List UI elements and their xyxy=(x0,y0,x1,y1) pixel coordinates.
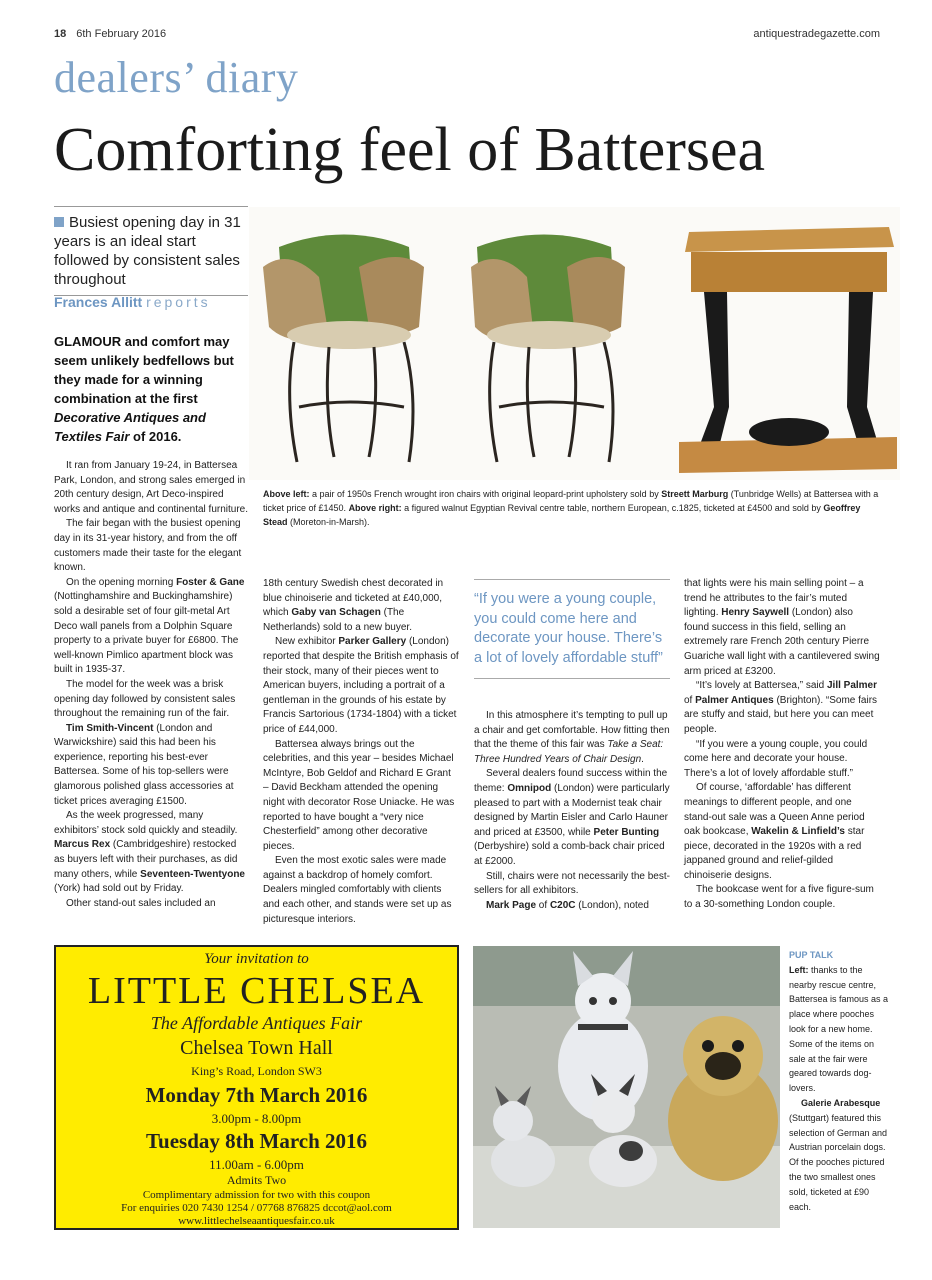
col2-para: 18th century Swedish chest decorated in blue chinoiserie and ticketed at £40,000, which Gaby van Schagen (The Netherlands) sold to a new buyer. xyxy=(263,578,444,633)
col4-para: The bookcase went for a five figure-sum to a 30-something London couple. xyxy=(684,884,874,911)
ad-time-1: 3.00pm - 8.00pm xyxy=(211,1111,302,1126)
caption-text-2: a figured walnut Egyptian Revival centre table, northern European, c.1825, ticketed at £4500 and sold by xyxy=(401,503,824,513)
little-chelsea-advert xyxy=(54,945,459,1230)
site-url: antiquestradegazette.com xyxy=(753,28,880,40)
col1-para: The fair began with the busiest opening day in its 31-year history, and from the off customers made their taste for the elegant known. xyxy=(54,518,242,574)
standfirst-text: Busiest opening day in 31 years is an ideal start followed by consistent sales throughout xyxy=(54,214,241,288)
pull-quote: “If you were a young couple, you could come here and decorate your house. There’s a lot of lovely affordable stuff” xyxy=(474,579,670,679)
ad-complimentary: Complimentary admission for two with this coupon xyxy=(142,1189,371,1201)
body-column-1 xyxy=(54,459,248,911)
ad-subtitle: The Affordable Antiques Fair xyxy=(150,1013,363,1033)
col1-para: On the opening morning Foster & Gane (Nottinghamshire and Buckinghamshire) sold a desirable set of four gilt-metal Art Deco wall panels from a Dolphin Square property to a private buyer for £6800. The well-known Pimlico apartment block was built in 1935-37. xyxy=(54,576,245,676)
ad-day-1: Monday 7th March 2016 xyxy=(145,1083,368,1107)
col3-para: Still, chairs were not necessarily the best-sellers for all exhibitors. xyxy=(474,870,670,897)
body-column-2 xyxy=(263,577,459,927)
chairs-and-table-photo xyxy=(249,207,900,480)
chair-right-image xyxy=(471,235,625,463)
caption-dealer-1: Streett Marburg xyxy=(661,489,729,499)
ad-enquiries: For enquiries 020 7430 1254 / 07768 876825 dccot@aol.com xyxy=(121,1202,392,1214)
porcelain-dogs-photo xyxy=(473,946,780,1228)
byline xyxy=(54,294,211,310)
ad-day-2: Tuesday 8th March 2016 xyxy=(145,1129,368,1153)
issue-date: 6th February 2016 xyxy=(76,28,167,40)
intro-paragraph xyxy=(54,332,248,446)
ad-invite: Your invitation to xyxy=(204,951,309,967)
caption-text-2b: (Moreton-in-Marsh). xyxy=(287,517,370,527)
standfirst xyxy=(54,206,248,296)
col1-para: As the week progressed, many exhibitors’ stock sold quickly and steadily. Marcus Rex (Cambridgeshire) restocked as buyers left with their purchases, as did many others, while Seventeen-Twentyone (York) had sold out by Friday. xyxy=(54,810,245,895)
section-title: dealers’ diary xyxy=(54,53,299,102)
col2-para: Even the most exotic sales were made against a backdrop of homely comfort. Dealers mingled comfortably with clients and each other, and stands were set up as picturesque interiors. xyxy=(263,855,452,925)
caption-text-1: a pair of 1950s French wrought iron chairs with original leopard-print upholstery sold by xyxy=(309,489,662,499)
col2-para: Battersea always brings out the celebrities, and this year – besides Michael McIntyre, Bob Geldof and Richard E Grant – David Beckham attended the opening night with decorator Rose Uniacke. He was reported to have bought a “very nice Chesterfield” among other decorative pieces. xyxy=(263,738,455,852)
headline: Comforting feel of Battersea xyxy=(54,116,766,184)
col2-para: New exhibitor Parker Gallery (London) reported that despite the British emphasis of their stock, many of their pieces went to American buyers, including a portrait of a gentleman in the grounds of his estate by Francis Sartorious (1734-1804) with a ticket price of £44,000. xyxy=(263,636,459,735)
caption-dealer-2: Geoffrey Stead xyxy=(263,503,861,527)
intro-tail: of 2016. xyxy=(129,429,182,444)
caption-label-left: Above left: xyxy=(263,489,310,499)
col1-para: The model for the week was a brisk opening day followed by consistent sales throughout the remaining run of the fair. xyxy=(54,678,236,720)
col4-para: “It’s lovely at Battersea,” said Jill Palmer of Palmer Antiques (Brighton). “Some fairs are stuffy and staid, but here you can meet people. xyxy=(684,680,878,735)
col1-para: Tim Smith-Vincent (London and Warwickshire) said this had been his experience, reporting his best-ever Battersea. Some of his top-sellers were glamorous polished glass accessories at ticket prices averaging £1500. xyxy=(54,722,234,807)
col1-para: It ran from January 19-24, in Battersea Park, London, and strong sales emerged in 20th century design, Art Deco-inspired works and antique and continental furniture. xyxy=(54,460,249,515)
col4-para: Of course, ‘affordable’ has different meanings to different people, and one stand-out sale was a Queen Anne period oak bookcase, Wakelin & Linfield’s star piece, decorated in the 1920s with a red jappaned ground and relief-gilded chinoiserie designs. xyxy=(684,782,865,881)
fair-name: Decorative Antiques and Textiles Fair xyxy=(54,410,206,444)
col1-para: Other stand-out sales included an xyxy=(66,897,216,909)
body-column-4 xyxy=(684,577,880,913)
furniture-illustration xyxy=(249,207,900,480)
pup-talk-kicker: PUP TALK xyxy=(789,950,834,960)
caption-text-1b: (Tunbridge Wells) at Battersea with a ticket price of £1450. xyxy=(263,489,879,513)
page-number: 18 xyxy=(54,28,67,40)
pup-talk-caption xyxy=(789,948,889,1214)
photo-caption xyxy=(263,487,883,529)
ad-time-2: 11.00am - 6.00pm xyxy=(209,1157,304,1172)
intro-lead: GLAMOUR and comfort may seem unlikely bedfellows but they made for a winning combination at the first xyxy=(54,334,234,406)
square-bullet-icon xyxy=(54,217,64,227)
porcelain-dogs-illustration xyxy=(473,946,780,1228)
caption-label-right: Above right: xyxy=(348,503,402,513)
body-column-3 xyxy=(474,709,670,913)
ad-venue: Chelsea Town Hall xyxy=(180,1037,333,1059)
ad-address: King’s Road, London SW3 xyxy=(191,1064,322,1078)
pup-talk-text: Left: thanks to the nearby rescue centre, Battersea is famous as a place where pooches look for a new home. Some of the items on sale at the fair were geared towards dog-lovers. xyxy=(789,964,889,1094)
byline-role: reports xyxy=(146,294,211,310)
centre-table-image xyxy=(679,227,897,473)
col4-para: that lights were his main selling point – a trend he attributes to the fair’s muted lighting. Henry Saywell (London) also found success in this field, selling an extremely rare French 20th century Pierre Guariche wall light with a cantilevered swing arm priced at £3200. xyxy=(684,578,880,677)
col3-para: Several dealers found success within the theme: Omnipod (London) were particularly pleased to part with a Modernist teak chair designed by Martin Eisler and Carlo Hauner and priced at £3500, while Peter Bunting (Derbyshire) sold a comb-back chair priced at £2000. xyxy=(474,768,670,867)
pup-talk-text-2: Galerie Arabesque (Stuttgart) featured this selection of German and Austrian porcelain dogs. Of the pooches pictured the two smallest ones sold, ticketed at £90 each. xyxy=(789,1097,888,1212)
col3-para: In this atmosphere it’s tempting to pull up a chair and get comfortable. How fitting then that the theme of this fair was Take a Seat: Three Hundred Years of Chair Design. xyxy=(474,710,670,765)
col3-para: Mark Page of C20C (London), noted xyxy=(486,899,649,911)
chair-left-image xyxy=(263,235,424,463)
ad-title: LITTLE CHELSEA xyxy=(87,970,426,1012)
ad-website: www.littlechelseaantiquesfair.co.uk xyxy=(178,1215,335,1227)
col4-para: “If you were a young couple, you could come here and decorate your house. There’s a lot of lovely affordable stuff.” xyxy=(684,738,868,779)
ad-admits: Admits Two xyxy=(226,1173,287,1187)
author-name: Frances Allitt xyxy=(54,294,143,310)
page-header xyxy=(54,28,166,40)
